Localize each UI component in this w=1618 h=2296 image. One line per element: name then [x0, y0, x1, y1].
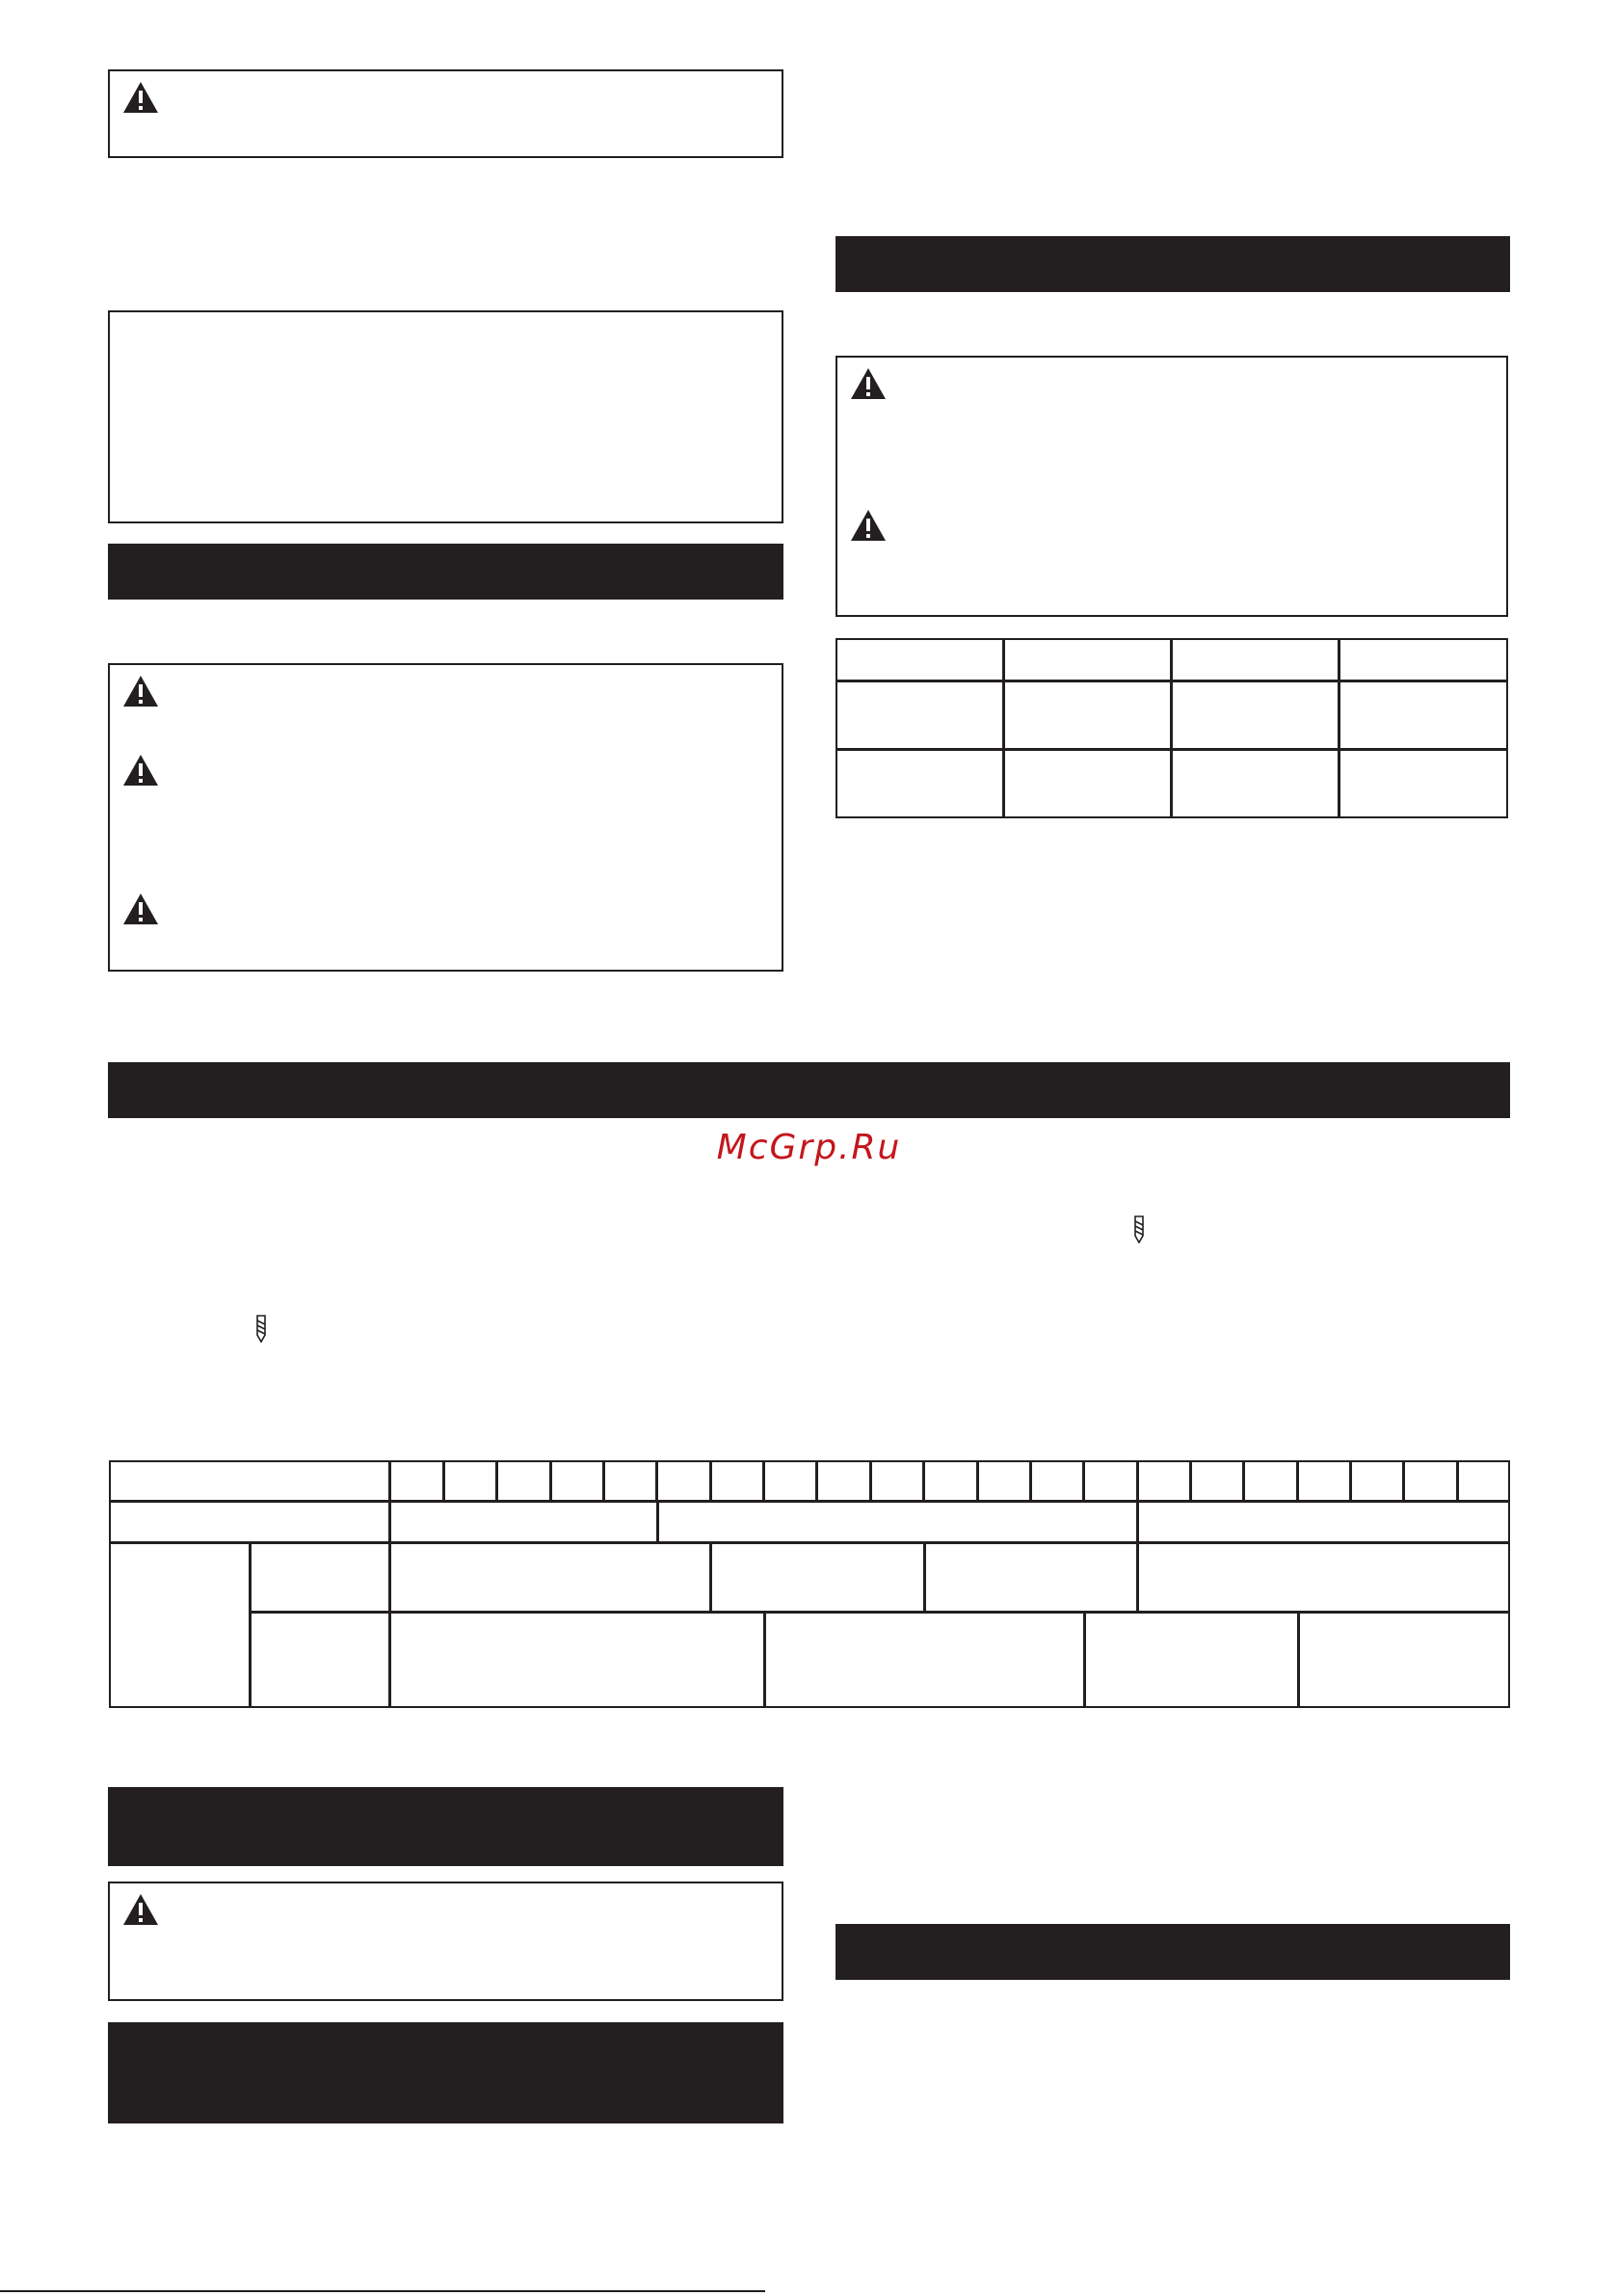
table-cell [1003, 638, 1172, 681]
table-cell [496, 1460, 551, 1502]
table-cell [656, 1460, 711, 1502]
warning-triangle-icon [850, 367, 887, 400]
table-cell [657, 1501, 1138, 1543]
table-cell [1339, 681, 1508, 750]
table-cell [1171, 681, 1339, 750]
table-cell [250, 1542, 390, 1613]
table-cell [923, 1460, 978, 1502]
section-header-bar-right-2 [836, 1924, 1510, 1980]
caution-box-3 [836, 356, 1508, 617]
section-header-bar-right-1 [836, 236, 1510, 292]
table-cell [1084, 1612, 1299, 1708]
warning-triangle-icon [850, 509, 887, 542]
table-cell [870, 1460, 924, 1502]
table-cell [550, 1460, 604, 1502]
section-header-bar-left-1 [108, 544, 783, 600]
watermark-text: McGrp.Ru [716, 1128, 902, 1167]
warning-triangle-icon [122, 675, 159, 707]
table-cell [1403, 1460, 1458, 1502]
table-cell [1190, 1460, 1244, 1502]
table-cell [389, 1460, 444, 1502]
caution-box-1 [108, 69, 783, 158]
table-cell [836, 749, 1004, 818]
section-header-bar-full [108, 1062, 1510, 1118]
section-header-bar-left-2 [108, 1787, 783, 1866]
drill-bit-icon [254, 1314, 268, 1343]
table-cell [603, 1460, 657, 1502]
table-cell [250, 1612, 390, 1708]
caution-box-2 [108, 663, 783, 972]
table-cell [816, 1460, 871, 1502]
note-box [108, 310, 783, 523]
table-cell [1171, 749, 1339, 818]
table-cell [389, 1542, 711, 1613]
table-cell [1297, 1460, 1351, 1502]
table-cell [1003, 749, 1172, 818]
table-cell [763, 1460, 817, 1502]
table-cell [443, 1460, 497, 1502]
table-cell [1137, 1501, 1510, 1543]
warning-triangle-icon [122, 754, 159, 787]
table-cell [109, 1460, 390, 1502]
section-header-bar-left-3 [108, 2022, 783, 2123]
table-cell [1350, 1460, 1404, 1502]
footer-rule [0, 2290, 765, 2292]
table-cell [1137, 1460, 1191, 1502]
table-cell [1003, 681, 1172, 750]
table-cell [924, 1542, 1138, 1613]
warning-triangle-icon [122, 1893, 159, 1926]
table-cell [1298, 1612, 1510, 1708]
caution-box-4 [108, 1882, 783, 2001]
table-cell [710, 1542, 925, 1613]
table-cell [1339, 638, 1508, 681]
table-cell [109, 1501, 390, 1543]
table-cell [1137, 1542, 1510, 1613]
table-cell [764, 1612, 1085, 1708]
drill-bit-icon [1132, 1215, 1146, 1243]
table-cell [1171, 638, 1339, 681]
table-cell [1083, 1460, 1138, 1502]
warning-triangle-icon [122, 893, 159, 925]
table-cell [1243, 1460, 1298, 1502]
table-cell [389, 1501, 658, 1543]
table-cell [389, 1612, 765, 1708]
table-cell [836, 638, 1004, 681]
table-cell [710, 1460, 764, 1502]
warning-triangle-icon [122, 81, 159, 114]
table-cell [1339, 749, 1508, 818]
table-cell [1030, 1460, 1084, 1502]
table-cell [109, 1542, 251, 1708]
table-cell [1457, 1460, 1510, 1502]
table-cell [836, 681, 1004, 750]
table-cell [977, 1460, 1031, 1502]
